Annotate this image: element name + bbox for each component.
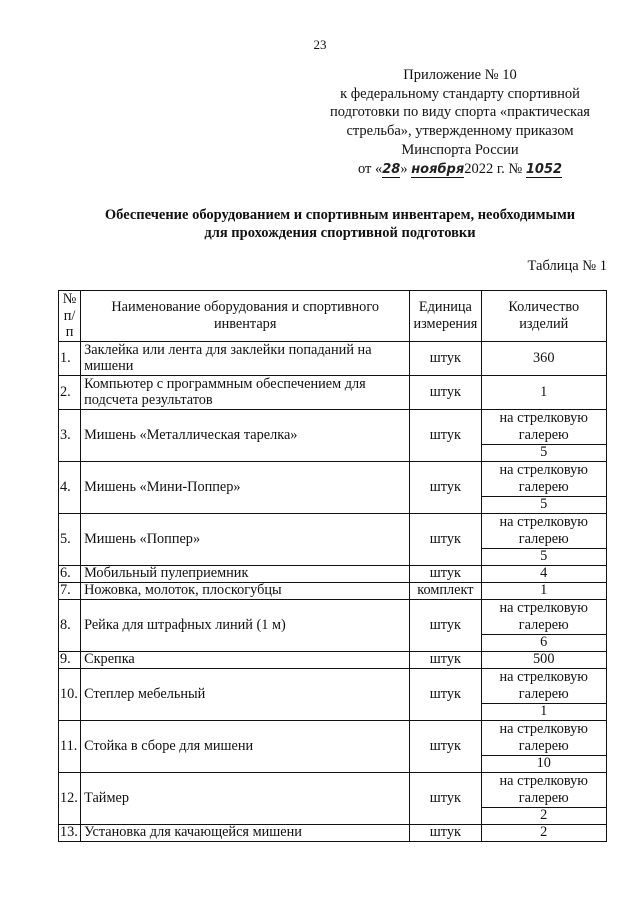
- row-qty: 5: [481, 444, 606, 461]
- table-row: [59, 582, 607, 599]
- row-qty: 2: [481, 824, 606, 841]
- title-line-2: для прохождения спортивной подготовки: [204, 225, 476, 241]
- page-number: 23: [313, 37, 327, 52]
- row-unit: штук: [410, 651, 481, 668]
- row-name: Таймер: [81, 772, 410, 824]
- row-qty: 360: [481, 341, 606, 375]
- row-name: Мишень «Поппер»: [81, 513, 410, 565]
- table-row: [59, 824, 607, 841]
- row-qty-note: на стрелковую галерею: [481, 668, 606, 703]
- row-qty-note: на стрелковую галерею: [481, 409, 606, 444]
- row-qty: 2: [481, 807, 606, 824]
- row-number: 6.: [59, 565, 81, 582]
- row-name: Стойка в сборе для мишени: [81, 720, 410, 772]
- row-qty-note: на стрелковую галерею: [481, 599, 606, 634]
- row-unit: штук: [410, 668, 481, 720]
- appendix-line-5: Минспорта России: [401, 141, 519, 158]
- table-row: [59, 341, 607, 375]
- table-row: [59, 375, 607, 409]
- row-number: 10.: [59, 668, 81, 720]
- row-qty-note: на стрелковую галерею: [481, 461, 606, 496]
- row-number: 4.: [59, 461, 81, 513]
- order-date-line: [325, 160, 595, 179]
- row-name: Скрепка: [81, 651, 410, 668]
- row-number: 13.: [59, 824, 81, 841]
- row-name: Ножовка, молоток, плоскогубцы: [81, 582, 410, 599]
- row-number: 7.: [59, 582, 81, 599]
- row-qty: 500: [481, 651, 606, 668]
- row-qty: 6: [481, 634, 606, 651]
- row-qty: 1: [481, 582, 606, 599]
- row-qty: 5: [481, 548, 606, 565]
- row-name: Степлер мебельный: [81, 668, 410, 720]
- date-prefix: от «: [357, 160, 383, 177]
- header-unit: Единица измерения: [410, 291, 481, 342]
- row-unit: штук: [410, 720, 481, 772]
- row-name: Мобильный пулеприемник: [81, 565, 410, 582]
- handwritten-month: ноября: [411, 161, 465, 177]
- row-name: Мишень «Металлическая тарелка»: [81, 409, 410, 461]
- row-qty: 1: [481, 703, 606, 720]
- row-name: Мишень «Мини-Поппер»: [81, 461, 410, 513]
- document-title: [40, 206, 640, 242]
- row-unit: комплект: [410, 582, 481, 599]
- header-qty: Количество изделий: [481, 291, 606, 342]
- handwritten-order-number: 1052: [525, 161, 563, 177]
- table-row: [59, 599, 607, 634]
- appendix-line-3: подготовки по виду спорта «практическая: [330, 104, 590, 121]
- table-caption: Таблица № 1: [527, 258, 607, 274]
- row-qty-note: на стрелковую галерею: [481, 720, 606, 755]
- row-number: 5.: [59, 513, 81, 565]
- header-name: Наименование оборудования и спортивного инвентаря: [81, 291, 410, 342]
- row-unit: штук: [410, 513, 481, 565]
- equipment-table: [58, 290, 607, 842]
- appendix-header: [325, 66, 595, 178]
- date-suffix: 2022 г. №: [464, 160, 523, 177]
- row-qty: 10: [481, 755, 606, 772]
- row-unit: штук: [410, 772, 481, 824]
- row-qty-note: на стрелковую галерею: [481, 513, 606, 548]
- table-row: [59, 651, 607, 668]
- row-number: 11.: [59, 720, 81, 772]
- row-number: 2.: [59, 375, 81, 409]
- row-unit: штук: [410, 599, 481, 651]
- title-line-1: Обеспечение оборудованием и спортивным инвентарем, необходимыми: [104, 207, 576, 223]
- appendix-line-1: Приложение № 10: [403, 67, 517, 83]
- row-unit: штук: [410, 824, 481, 841]
- row-qty: 5: [481, 496, 606, 513]
- row-name: Заклейка или лента для заклейки попаданий на мишени: [81, 341, 410, 375]
- row-number: 8.: [59, 599, 81, 651]
- table-row: [59, 513, 607, 548]
- table-row: [59, 668, 607, 703]
- appendix-line-4: стрельба», утвержденному приказом: [346, 123, 574, 140]
- table-row: [59, 409, 607, 444]
- row-number: 1.: [59, 341, 81, 375]
- table-row: [59, 461, 607, 496]
- row-qty: 4: [481, 565, 606, 582]
- row-number: 12.: [59, 772, 81, 824]
- row-name: Компьютер с программным обеспечением для подсчета результатов: [81, 375, 410, 409]
- appendix-line-2: к федеральному стандарту спортивной: [340, 85, 580, 102]
- row-unit: штук: [410, 375, 481, 409]
- table-row: [59, 565, 607, 582]
- handwritten-day: 28: [382, 161, 401, 177]
- row-number: 3.: [59, 409, 81, 461]
- row-unit: штук: [410, 565, 481, 582]
- table-row: [59, 772, 607, 807]
- row-qty: 1: [481, 375, 606, 409]
- table-header-row: [59, 291, 607, 342]
- table-row: [59, 720, 607, 755]
- row-name: Установка для качающейся мишени: [81, 824, 410, 841]
- row-unit: штук: [410, 341, 481, 375]
- row-name: Рейка для штрафных линий (1 м): [81, 599, 410, 651]
- row-unit: штук: [410, 461, 481, 513]
- header-num: № п/п: [59, 291, 81, 342]
- row-qty-note: на стрелковую галерею: [481, 772, 606, 807]
- row-unit: штук: [410, 409, 481, 461]
- date-mid: »: [400, 160, 408, 177]
- row-number: 9.: [59, 651, 81, 668]
